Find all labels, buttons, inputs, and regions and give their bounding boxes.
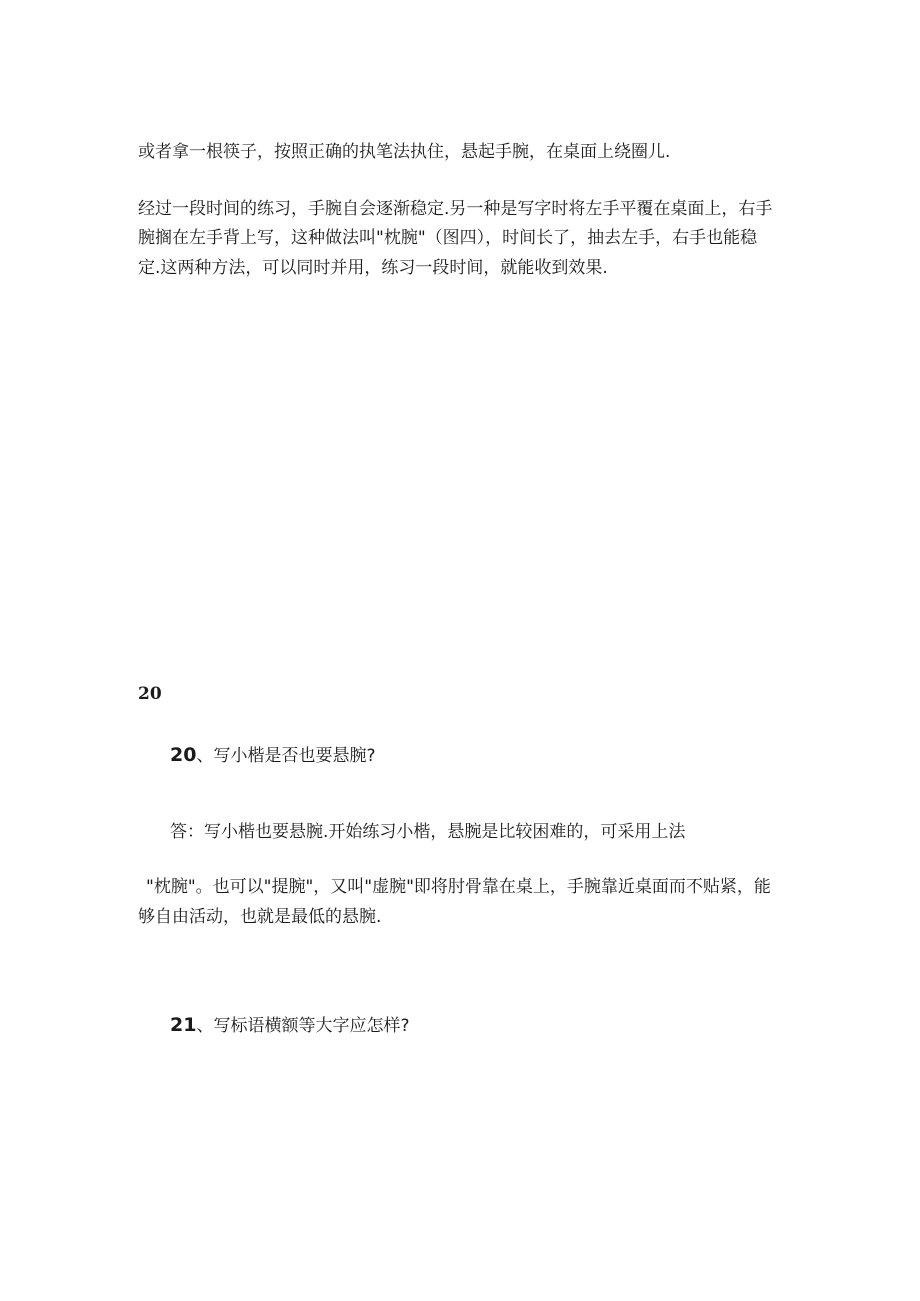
question-heading <box>170 744 375 767</box>
answer-line: 答：写小楷也要悬腕.开始练习小楷，悬腕是比较困难的，可采用上法 <box>170 822 686 842</box>
question-number: 20 <box>170 744 197 766</box>
paragraph-line: 或者拿一根筷子，按照正确的执笔法执住，悬起手腕，在桌面上绕圈儿. <box>138 142 671 162</box>
answer-line: "枕腕"。也可以"提腕"，又叫"虚腕"即将肘骨靠在桌上，手腕靠近桌面而不贴紧，能 <box>146 877 771 897</box>
page-number: 20 <box>138 684 162 704</box>
paragraph-line: 经过一段时间的练习，手腕自会逐渐稳定.另一种是写字时将左手平覆在桌面上，右手 <box>138 199 773 219</box>
paragraph-line: 腕搁在左手背上写，这种做法叫"枕腕"（图四），时间长了，抽去左手，右手也能稳 <box>138 228 758 248</box>
question-number: 21 <box>170 1014 197 1036</box>
question-title: 、写小楷是否也要悬腕? <box>196 746 376 766</box>
question-heading <box>170 1014 409 1037</box>
question-title: 、写标语横额等大字应怎样? <box>196 1016 410 1036</box>
paragraph-line: 定.这两种方法，可以同时并用，练习一段时间，就能收到效果. <box>138 258 608 278</box>
answer-line: 够自由活动，也就是最低的悬腕. <box>138 907 382 927</box>
